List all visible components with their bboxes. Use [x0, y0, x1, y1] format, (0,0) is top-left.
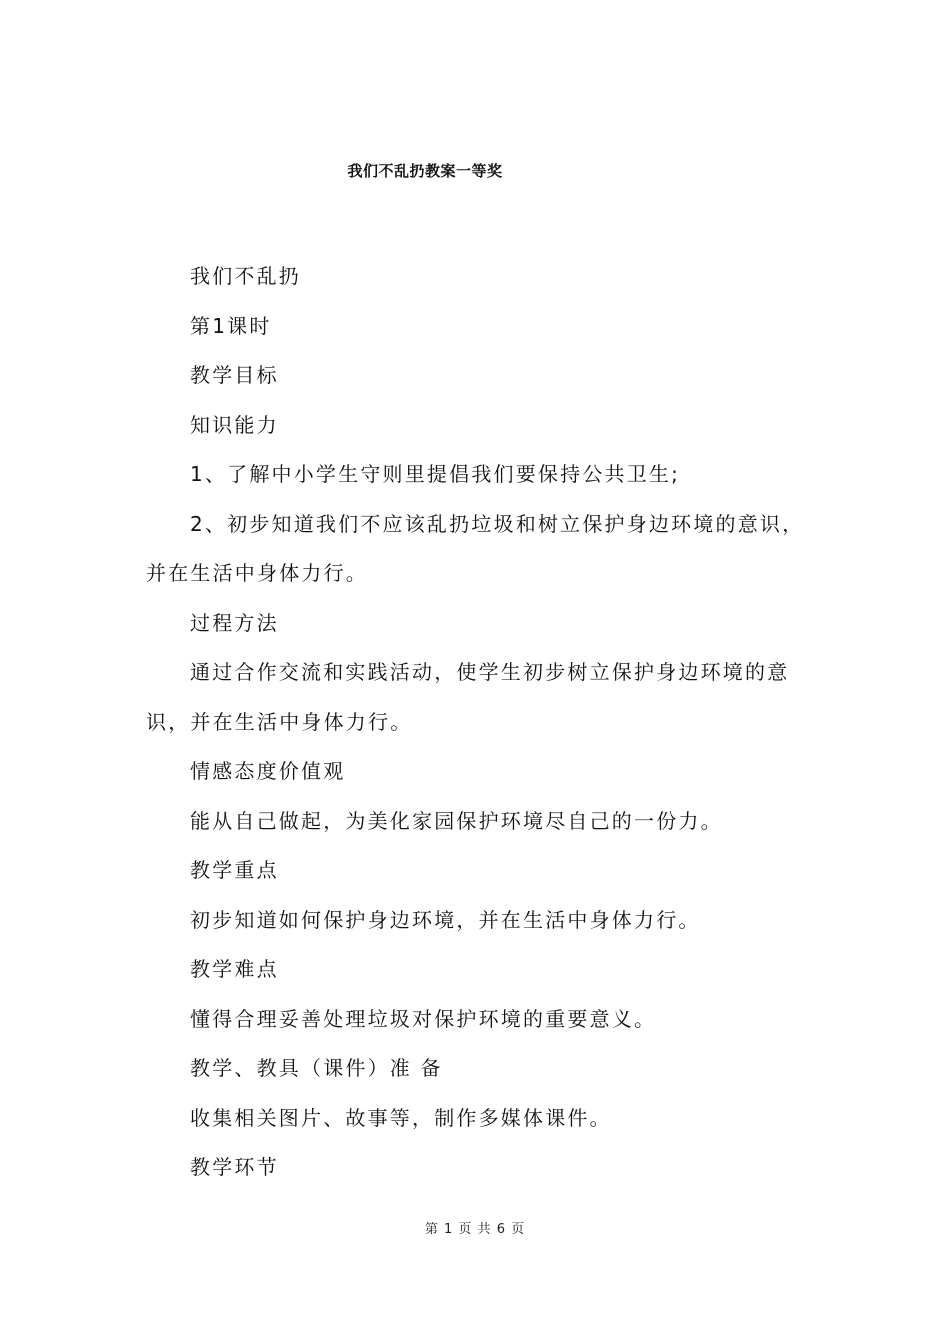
- body-paragraph: 懂得合理妥善处理垃圾对保护环境的重要意义。: [190, 1006, 657, 1031]
- page-number-footer: 第 1 页 共 6 页: [424, 1222, 526, 1237]
- section-heading: 教学重点: [190, 858, 279, 882]
- body-paragraph: 通过合作交流和实践活动，使学生初步树立保护身边环境的意识，并在生活中身体力行。: [146, 660, 790, 734]
- body-paragraph: 1、了解中小学生守则里提倡我们要保持公共卫生;: [190, 462, 681, 486]
- body-paragraph: 能从自己做起，为美化家园保护环境尽自己的一份力。: [190, 808, 723, 833]
- document-title: 我们不乱扔教案一等奖: [347, 162, 503, 180]
- section-heading: 知识能力: [190, 412, 279, 437]
- lesson-period: 第1课时: [190, 313, 272, 338]
- body-paragraph: 初步知道如何保护身边环境，并在生活中身体力行。: [190, 907, 701, 932]
- section-heading: 教学、教具（课件）准 备: [190, 1056, 443, 1080]
- section-heading: 教学环节: [190, 1155, 279, 1179]
- section-heading: 情感态度价值观: [190, 759, 346, 783]
- section-heading: 过程方法: [190, 610, 279, 635]
- section-heading: 教学难点: [190, 957, 279, 981]
- body-paragraph: 2、初步知道我们不应该乱扔垃圾和树立保护身边环境的意识，并在生活中身体力行。: [146, 511, 805, 585]
- document-body: [146, 252, 806, 1193]
- body-paragraph: 收集相关图片、故事等，制作多媒体课件。: [190, 1105, 612, 1130]
- section-heading: 教学目标: [190, 363, 279, 387]
- section-heading: 我们不乱扔: [190, 264, 301, 288]
